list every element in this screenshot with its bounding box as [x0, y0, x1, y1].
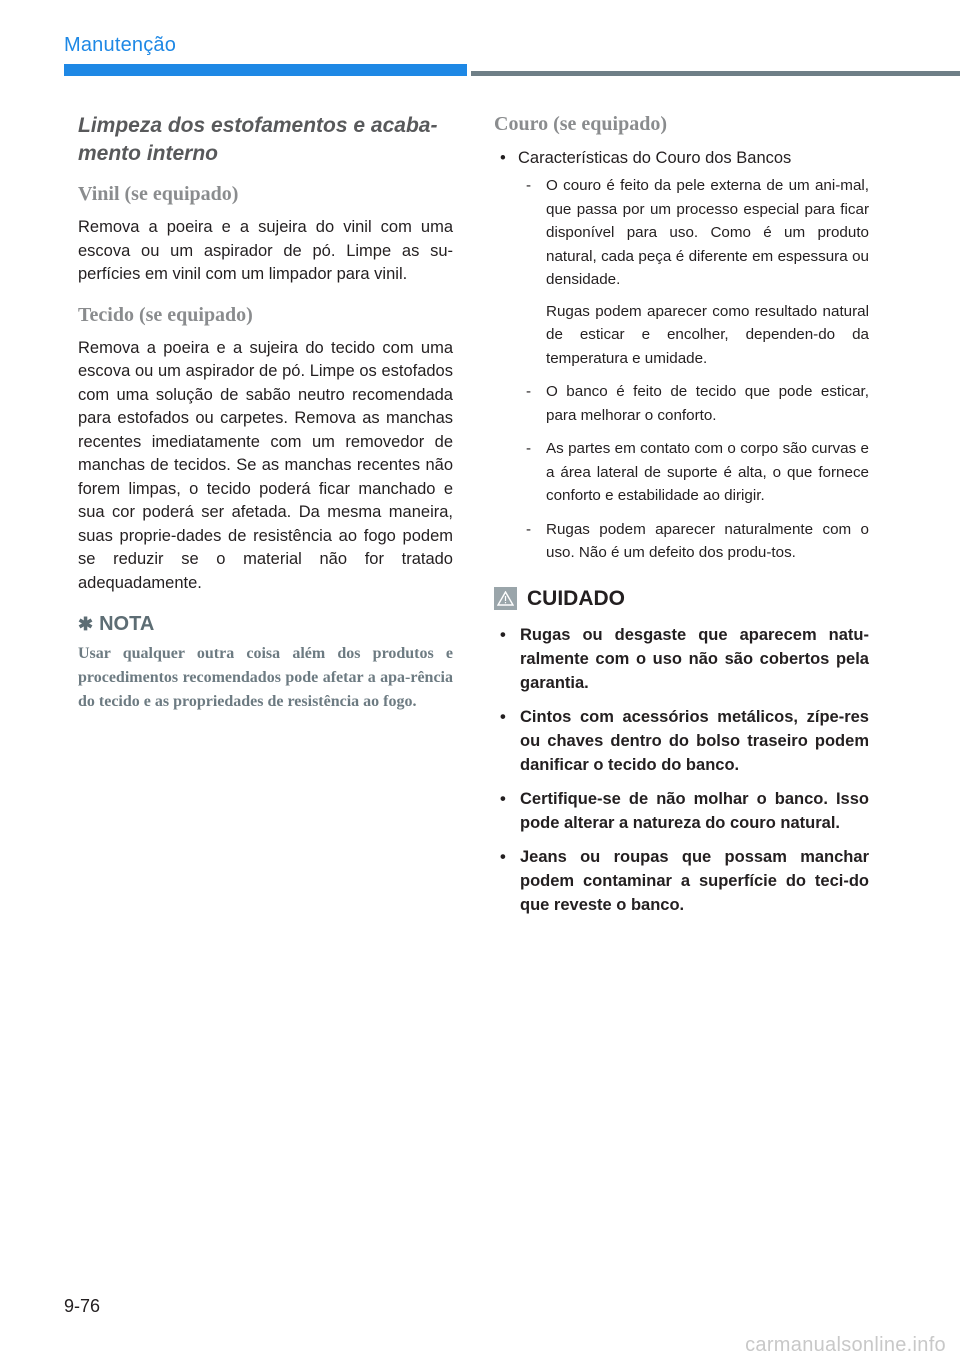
warning-triangle-icon	[494, 587, 517, 610]
list-item	[494, 146, 869, 565]
list-item	[494, 623, 869, 695]
section-title: Manutenção	[64, 34, 177, 56]
dash-mark: -	[526, 520, 532, 538]
dash-text: O banco é feito de tecido que pode esticar, para melhorar o conforto.	[546, 383, 869, 424]
asterisk-icon: ✱	[78, 614, 94, 634]
tecido-heading: Tecido (se equipado)	[78, 303, 253, 326]
cuidado-text: Jeans ou roupas que possam manchar podem contaminar a superfície do teci-do que reveste o banco.	[520, 847, 869, 914]
left-column	[78, 112, 453, 714]
nota-heading	[78, 613, 453, 636]
couro-bullet-text: Características do Couro dos Bancos	[518, 149, 792, 167]
watermark: carmanualsonline.info	[745, 1334, 946, 1356]
list-item	[518, 437, 869, 508]
header-accent-bar	[64, 64, 467, 76]
cuidado-text: Certifique-se de não molhar o banco. Isso pode alterar a natureza do couro natural.	[520, 789, 869, 832]
nota-text: Usar qualquer outra coisa além dos produtos e procedimentos recomendados pode afetar a apa-rência do tecido e as propriedades de resistência ao fogo.	[78, 645, 453, 710]
dash-text: As partes em contato com o corpo são curvas e a área lateral de suporte é alta, o que fornece conforto e estabilidade ao dirigir.	[546, 440, 869, 504]
tecido-text: Remova a poeira e a sujeira do tecido com uma escova ou um aspirador de pó. Limpe os estofados com uma solução de sabão neutro recomendada para estofados ou carpetes. Remova as manchas recentes imediatamente com um removedor de manchas de tecidos. Se as manchas recentes não forem limpas, o tecido poderá ficar manchado e sua cor poderá ser afetada. Da mesma maneira, suas proprie-dades de resistência ao fogo podem se reduzir se o material não for tratado adequadamente.	[78, 338, 453, 592]
main-heading: Limpeza dos estofamentos e acaba-mento interno	[78, 114, 438, 165]
bullet-mark: •	[500, 847, 506, 866]
list-item	[494, 787, 869, 835]
list-item	[494, 845, 869, 917]
list-item	[518, 380, 869, 427]
dash-mark: -	[526, 383, 532, 400]
couro-dash-list	[518, 174, 869, 565]
vinil-text: Remova a poeira e a sujeira do vinil com uma escova ou um aspirador de pó. Limpe as su-perfícies em vinil com um limpador para vinil.	[78, 218, 453, 283]
page-number: 9-76	[64, 1296, 101, 1316]
nota-title: NOTA	[99, 613, 155, 635]
list-item	[518, 174, 869, 370]
dash-text: O couro é feito da pele externa de um ani-mal, que passa por um processo especial para ficar disponível para uso. Como é um produto natural, cada peça é diferente em espessura ou densidade.	[546, 177, 869, 288]
bullet-mark: •	[500, 707, 506, 726]
bullet-mark: •	[500, 625, 506, 644]
cuidado-text: Rugas ou desgaste que aparecem natu-ralmente com o uso não são cobertos pela garantia.	[520, 625, 869, 692]
cuidado-text: Cintos com acessórios metálicos, zípe-res ou chaves dentro do bolso traseiro podem danificar o tecido do banco.	[520, 707, 869, 774]
dash-mark: -	[526, 440, 532, 457]
couro-heading: Couro (se equipado)	[494, 113, 667, 135]
list-item	[494, 705, 869, 777]
list-item	[518, 518, 869, 565]
dash-text: Rugas podem aparecer naturalmente com o uso. Não é um defeito dos produ-tos.	[546, 520, 869, 561]
cuidado-title: CUIDADO	[527, 586, 625, 610]
dash-extra-text: Rugas podem aparecer como resultado natural de esticar e encolher, dependen-do da temperatura e umidade.	[546, 302, 869, 367]
bullet-mark: •	[500, 149, 506, 167]
vinil-heading: Vinil (se equipado)	[78, 183, 239, 205]
header-rule	[471, 71, 960, 76]
bullet-mark: •	[500, 789, 506, 808]
couro-bullet-list	[494, 146, 869, 565]
cuidado-list	[494, 623, 869, 917]
dash-mark: -	[526, 177, 532, 194]
right-column	[494, 112, 869, 927]
cuidado-heading	[494, 587, 869, 611]
